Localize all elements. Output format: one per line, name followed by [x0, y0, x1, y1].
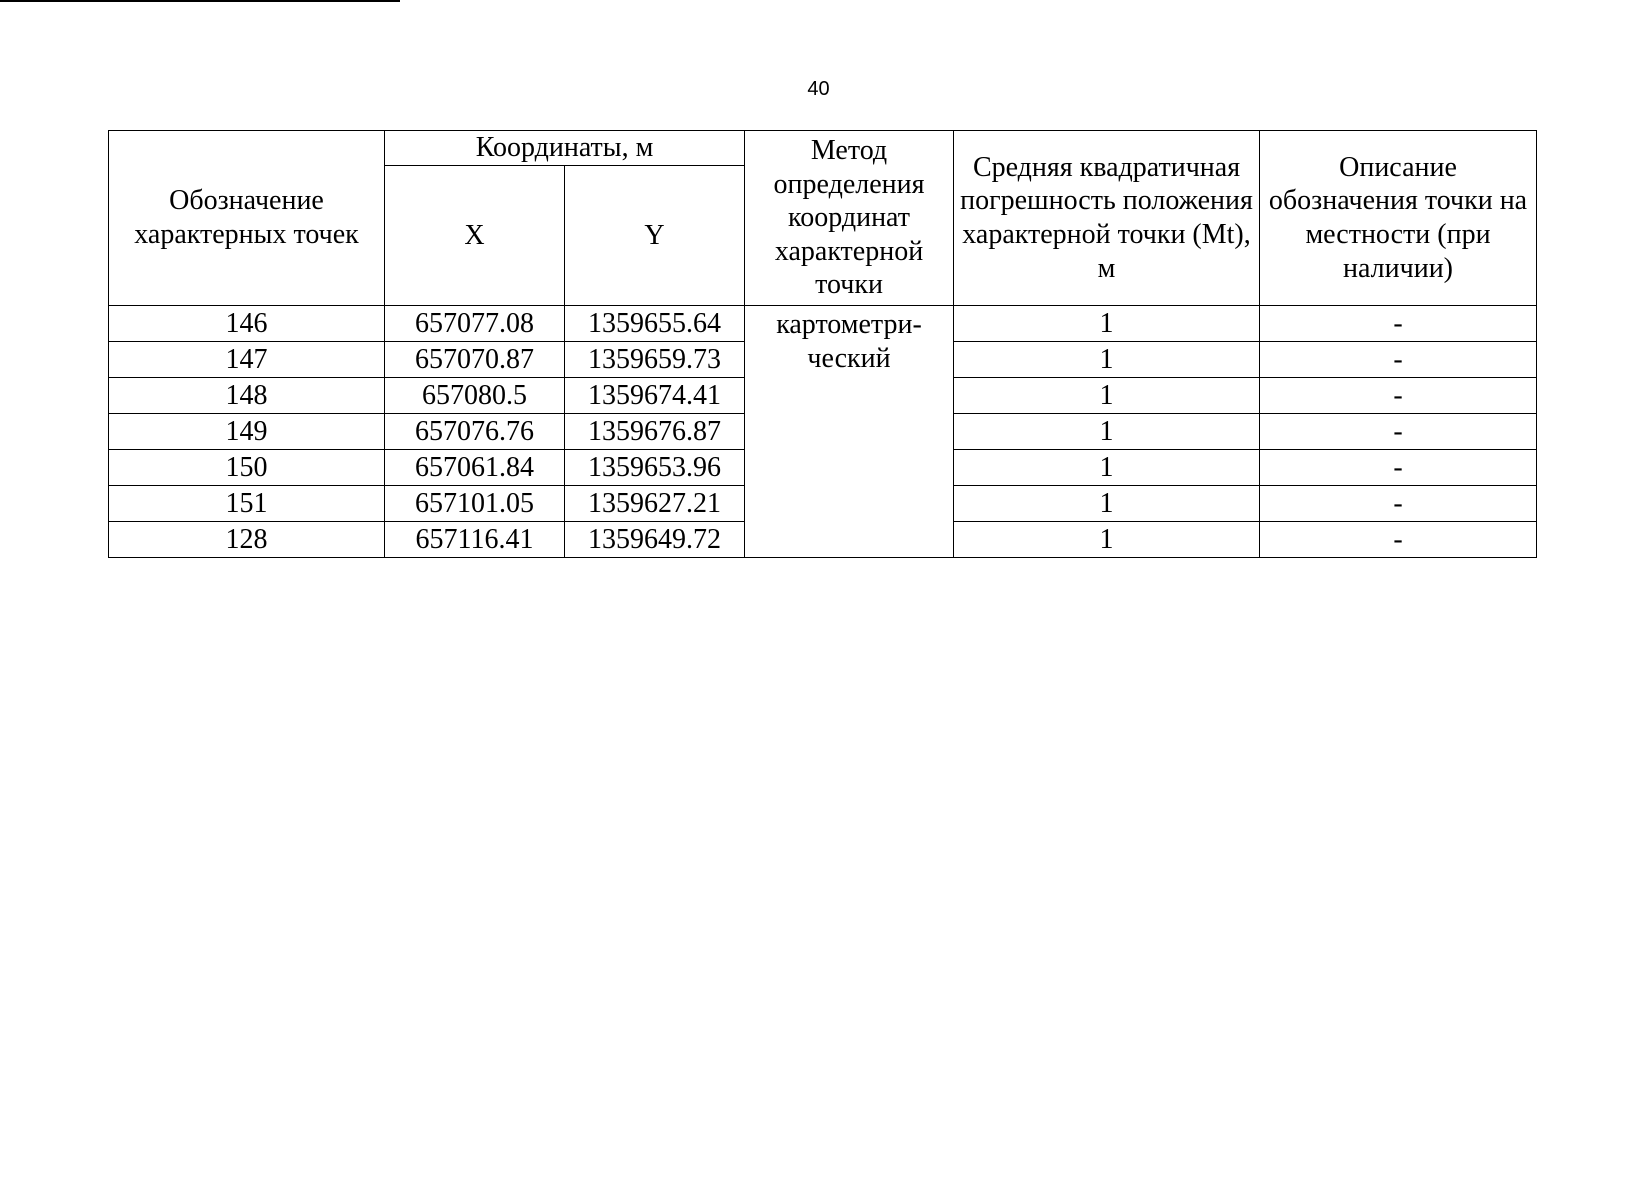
table-row	[109, 306, 1537, 342]
cell-y: 1359659.73	[565, 342, 745, 378]
cell-desc: -	[1260, 342, 1537, 378]
cell-point: 128	[109, 522, 385, 558]
cell-mt: 1	[954, 342, 1260, 378]
cell-x: 657116.41	[385, 522, 565, 558]
cell-y: 1359627.21	[565, 486, 745, 522]
cell-point: 151	[109, 486, 385, 522]
cell-mt: 1	[954, 450, 1260, 486]
cell-desc: -	[1260, 486, 1537, 522]
header-coordinates: Координаты, м	[385, 131, 745, 166]
cell-desc: -	[1260, 522, 1537, 558]
cell-y: 1359649.72	[565, 522, 745, 558]
cell-x: 657080.5	[385, 378, 565, 414]
cell-desc: -	[1260, 378, 1537, 414]
cell-point: 150	[109, 450, 385, 486]
cell-mt: 1	[954, 522, 1260, 558]
header-designation: Обозначение характерных точек	[109, 131, 385, 306]
cell-x: 657101.05	[385, 486, 565, 522]
header-description: Описание обозначения точки на местности (при наличии)	[1260, 131, 1537, 306]
cell-mt: 1	[954, 306, 1260, 342]
cell-x: 657070.87	[385, 342, 565, 378]
cell-x: 657076.76	[385, 414, 565, 450]
cell-mt: 1	[954, 414, 1260, 450]
header-y: Y	[565, 166, 745, 306]
cell-mt: 1	[954, 486, 1260, 522]
header-x: X	[385, 166, 565, 306]
cell-y: 1359653.96	[565, 450, 745, 486]
cell-y: 1359655.64	[565, 306, 745, 342]
cell-desc: -	[1260, 450, 1537, 486]
cell-x: 657061.84	[385, 450, 565, 486]
header-error: Средняя квадратичная погрешность положения характерной точки (Mt), м	[954, 131, 1260, 306]
cell-mt: 1	[954, 378, 1260, 414]
cell-point: 149	[109, 414, 385, 450]
cell-point: 146	[109, 306, 385, 342]
cell-desc: -	[1260, 306, 1537, 342]
coordinates-table	[108, 130, 1537, 558]
cell-desc: -	[1260, 414, 1537, 450]
cell-x: 657077.08	[385, 306, 565, 342]
header-method: Метод определения координат характерной точки	[745, 131, 954, 306]
cell-method: картометри-ческий	[745, 306, 954, 558]
cell-y: 1359676.87	[565, 414, 745, 450]
cell-point: 148	[109, 378, 385, 414]
cell-y: 1359674.41	[565, 378, 745, 414]
top-border-rule	[0, 0, 400, 2]
cell-point: 147	[109, 342, 385, 378]
page-number: 40	[807, 78, 830, 100]
